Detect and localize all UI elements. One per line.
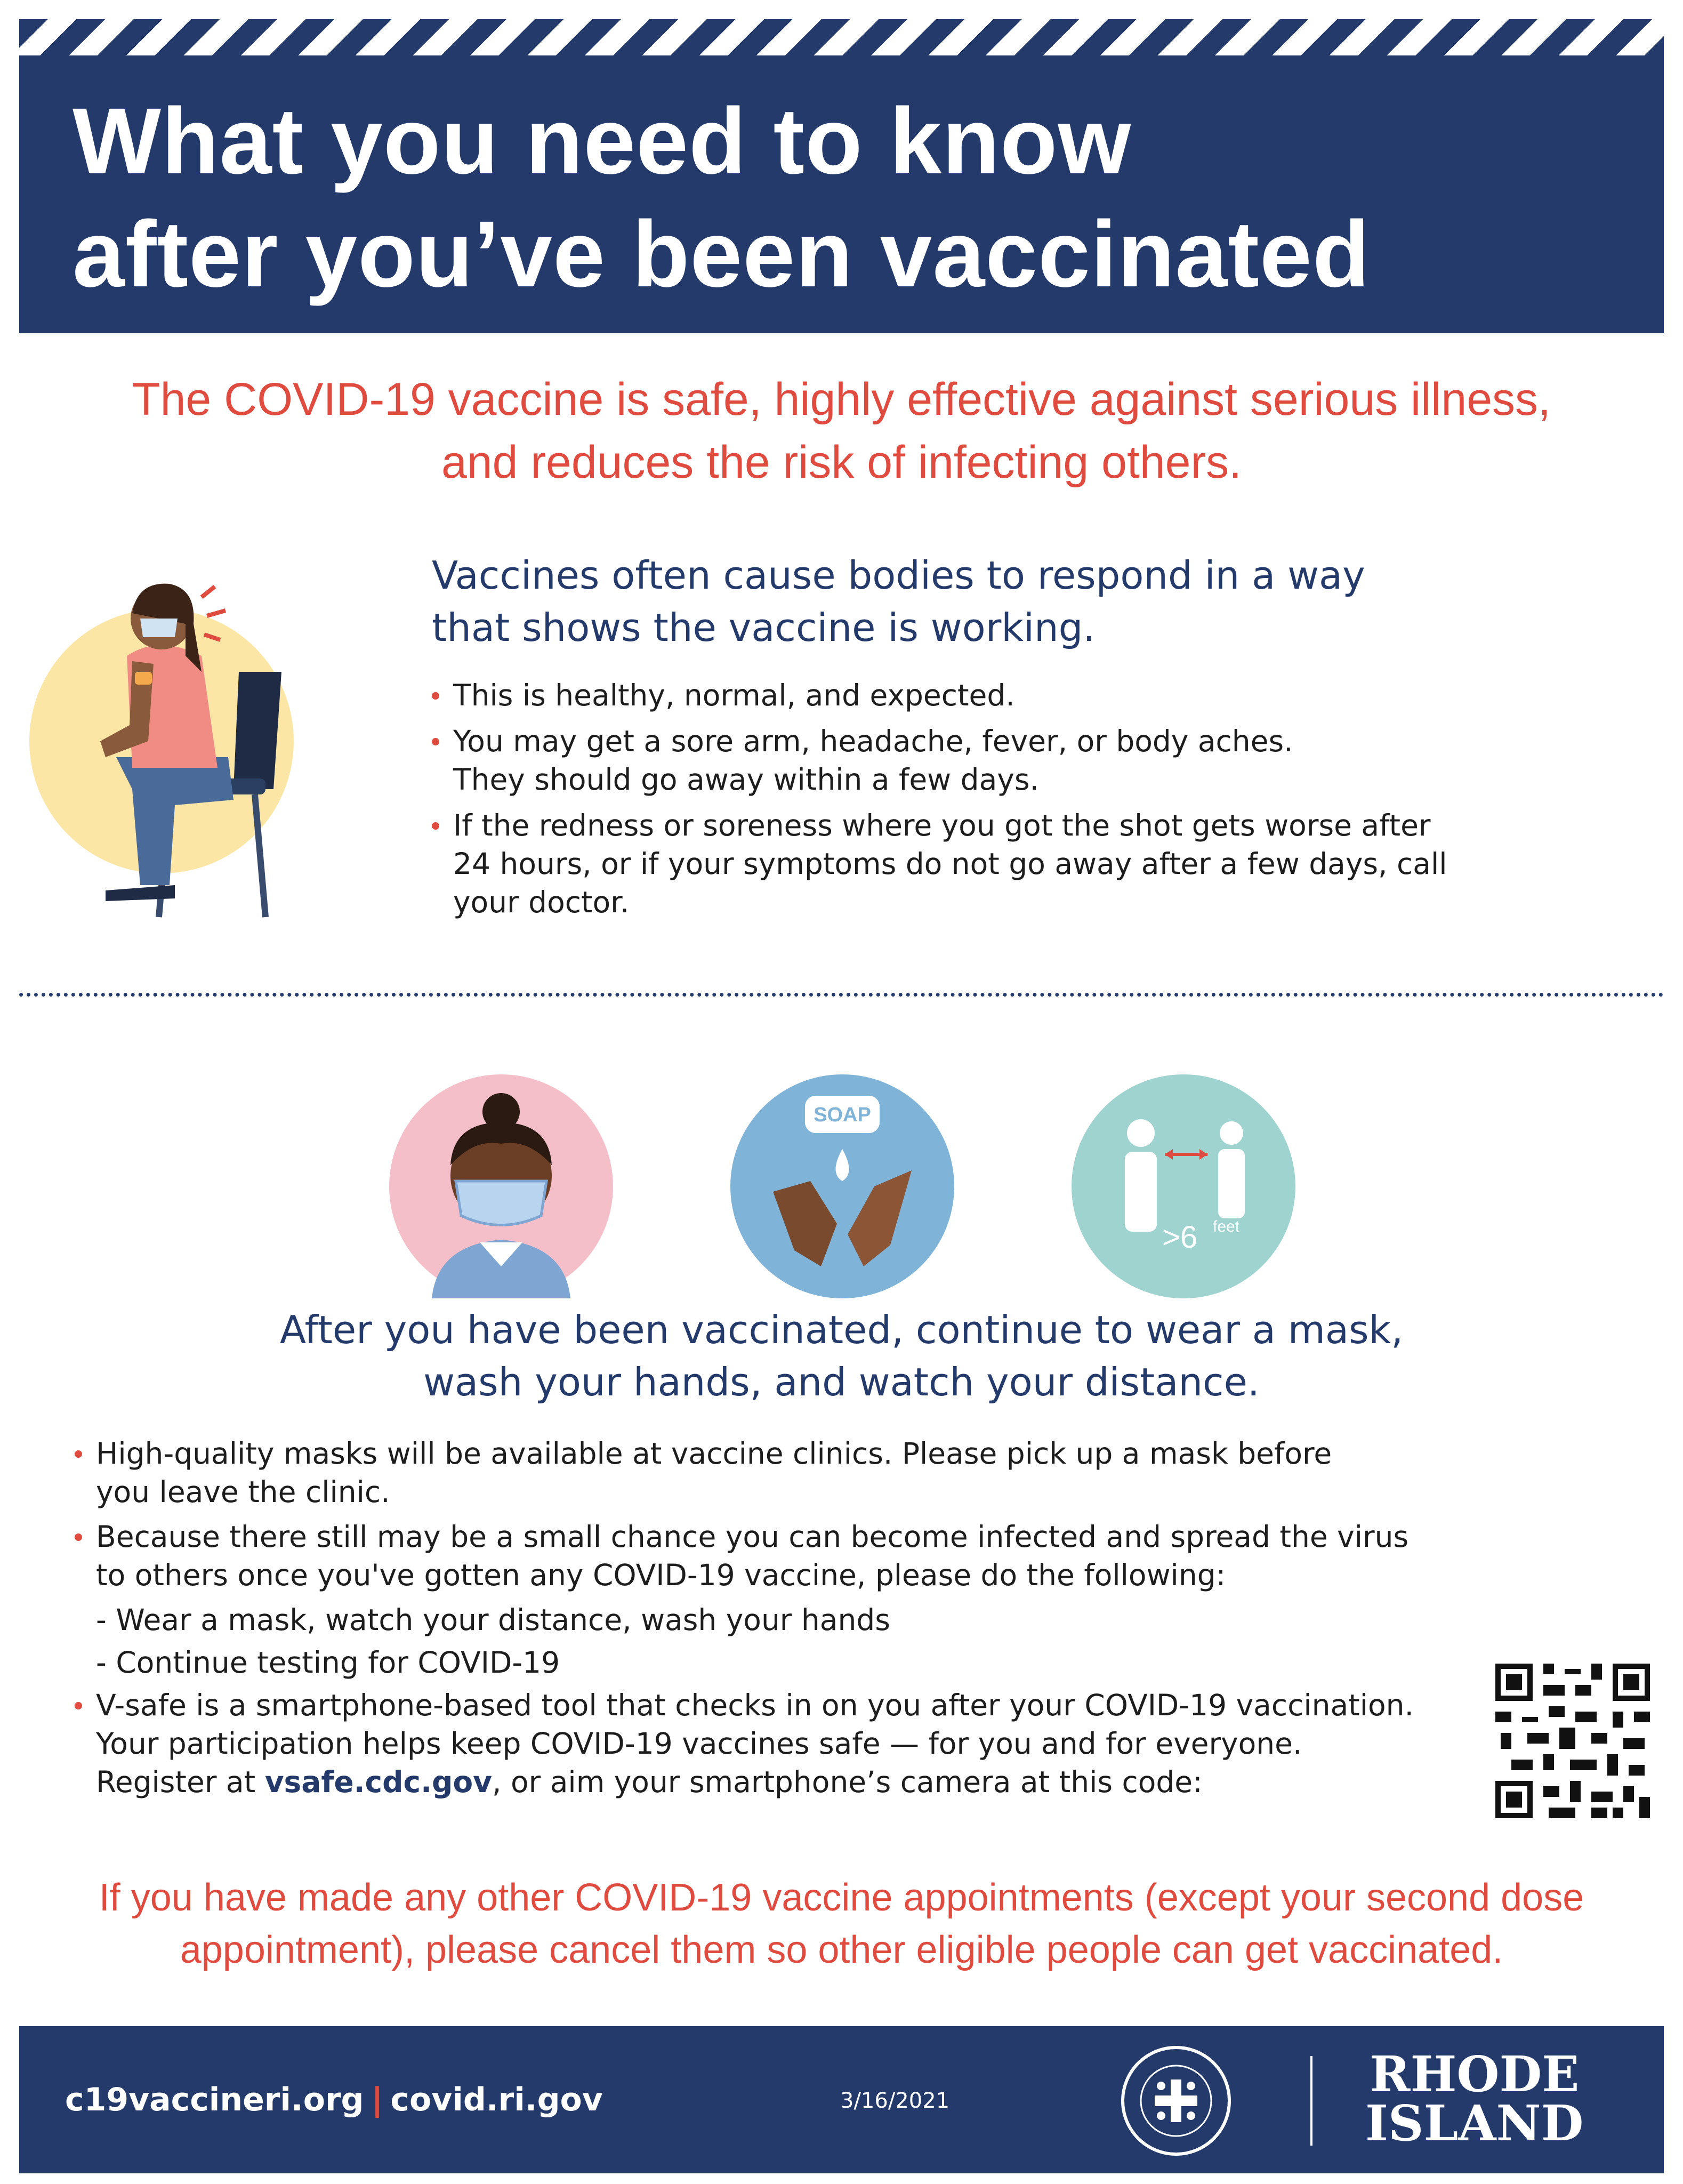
precautions-section <box>75 1434 1482 1808</box>
reaction-section <box>432 549 1594 929</box>
notice-line-1: If you have made any other COVID-19 vaccine appointments (except your second dose <box>99 1876 1584 1919</box>
vsafe-qr-code[interactable] <box>1495 1664 1650 1818</box>
site-link-c19vaccineri[interactable]: c19vaccineri.org <box>65 2081 364 2118</box>
footer-divider <box>1310 2056 1312 2146</box>
footer-bar <box>19 2026 1664 2173</box>
publication-date: 3/16/2021 <box>840 2089 950 2113</box>
cancel-appointments-notice <box>53 1872 1630 1976</box>
precautions-heading-line-2: wash your hands, and watch your distance. <box>423 1360 1260 1404</box>
page-title <box>73 85 1664 311</box>
site-separator: | <box>371 2081 383 2118</box>
title-line-1: What you need to know <box>73 89 1132 194</box>
header-stripes <box>19 19 1664 55</box>
title-line-2: after you’ve been vaccinated <box>73 202 1371 307</box>
social-distance-icon <box>1072 1074 1295 1298</box>
soap-label: SOAP <box>814 1104 871 1126</box>
footer-websites <box>65 2079 603 2120</box>
sub-item: - Wear a mask, watch your distance, wash your hands <box>96 1603 890 1637</box>
reaction-heading <box>432 549 1594 654</box>
distance-label: >6 <box>1162 1220 1198 1255</box>
state-logo <box>1365 2045 1584 2152</box>
state-logo-line-2: ISLAND <box>1365 2094 1584 2152</box>
reaction-heading-line-1: Vaccines often cause bodies to respond in a way <box>432 553 1365 598</box>
reaction-heading-line-2: that shows the vaccine is working. <box>432 605 1096 650</box>
lead-statement <box>53 368 1630 494</box>
handwash-soap-icon <box>730 1074 954 1298</box>
state-logo-line-1: RHODE <box>1369 2045 1580 2103</box>
reaction-bullets <box>432 676 1594 921</box>
vaccinated-woman-illustration <box>26 565 297 938</box>
ri-health-department-seal-icon <box>1117 2042 1235 2159</box>
precautions-heading <box>53 1304 1630 1408</box>
mask-person-icon <box>389 1074 613 1298</box>
precautions-bullets <box>75 1434 1482 1594</box>
section-divider <box>19 993 1664 997</box>
list-item: Because there still may be a small chance you can become infected and spread the virus to others once you've gotten any COVID-19 vaccine, please do the following: <box>75 1517 1482 1594</box>
distance-unit: feet <box>1213 1218 1240 1235</box>
list-item: If the redness or soreness where you got the shot gets worse after 24 hours, or if your symptoms do not go away after a few days, call your doctor. <box>432 806 1594 921</box>
precautions-heading-line-1: After you have been vaccinated, continue to wear a mask, <box>279 1307 1404 1352</box>
lead-line-2: and reduces the risk of infecting others. <box>441 437 1242 488</box>
vsafe-bullet <box>75 1686 1482 1801</box>
list-item: You may get a sore arm, headache, fever, or body aches. They should go away within a few days. <box>432 722 1594 799</box>
lead-line-1: The COVID-19 vaccine is safe, highly effective against serious illness, <box>132 374 1551 425</box>
list-item: This is healthy, normal, and expected. <box>432 676 1594 714</box>
notice-line-2: appointment), please cancel them so other eligible people can get vaccinated. <box>180 1929 1503 1971</box>
vsafe-link[interactable]: vsafe.cdc.gov <box>264 1765 492 1799</box>
site-link-covid-ri[interactable]: covid.ri.gov <box>390 2081 603 2118</box>
header-banner <box>19 55 1664 333</box>
list-item: High-quality masks will be available at vaccine clinics. Please pick up a mask before you leave the clinic. <box>75 1434 1482 1511</box>
list-item: V-safe is a smartphone-based tool that checks in on you after your COVID-19 vaccination. Your participation helps keep COVID-19 vaccines safe — for you and for everyone. Register at vsafe.cdc.gov, or aim your smartphone’s camera at this code: <box>75 1686 1482 1801</box>
sub-item: - Continue testing for COVID-19 <box>96 1645 560 1680</box>
